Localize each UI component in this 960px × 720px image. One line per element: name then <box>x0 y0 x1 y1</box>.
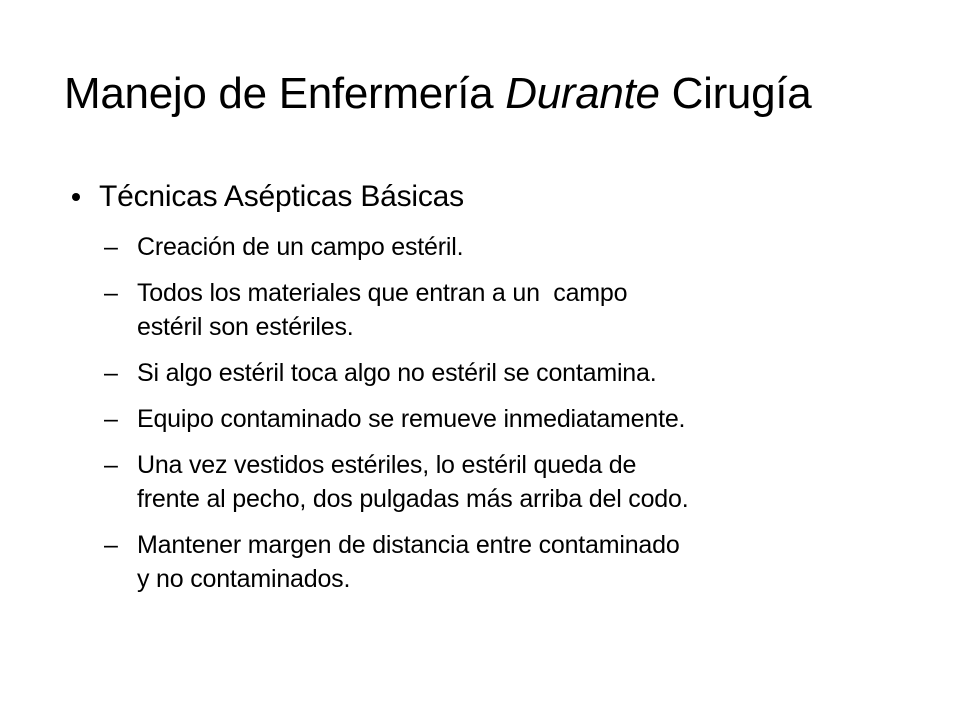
slide-content <box>72 178 912 596</box>
sub-item-text-line1: Creación de un campo estéril. <box>137 233 464 261</box>
sub-item <box>72 448 912 516</box>
sub-item-text-line1: Equipo contaminado se remueve inmediatamente. <box>137 405 686 433</box>
sub-item-text-line1: Si algo estéril toca algo no estéril se contamina. <box>137 359 657 387</box>
title-text-part1: Manejo de Enfermería <box>64 69 506 118</box>
sub-item-text-line1: Una vez vestidos estériles, lo estéril queda de <box>137 451 637 479</box>
sub-item <box>72 528 912 596</box>
dash-marker: – <box>104 405 118 433</box>
sub-item <box>72 402 912 436</box>
sub-item-text-line1: Mantener margen de distancia entre contaminado <box>137 531 680 559</box>
sub-item-text-line2: y no contaminados. <box>137 565 351 593</box>
bullet-text: Técnicas Asépticas Básicas <box>99 180 464 213</box>
dash-marker: – <box>104 279 118 307</box>
sub-item-list <box>72 230 912 596</box>
sub-item-text-line1: Todos los materiales que entran a un campo <box>137 279 628 307</box>
sub-item-text-line2: frente al pecho, dos pulgadas más arriba del codo. <box>137 485 689 513</box>
dash-marker: – <box>104 451 118 479</box>
sub-item <box>72 230 912 264</box>
dash-marker: – <box>104 233 118 261</box>
title-text-part3: Cirugía <box>659 69 812 118</box>
sub-item <box>72 276 912 344</box>
dash-marker: – <box>104 359 118 387</box>
slide-title <box>64 66 904 122</box>
sub-item-text-line2: estéril son estériles. <box>137 313 354 341</box>
title-text-italic: Durante <box>505 69 660 118</box>
dash-marker: – <box>104 531 118 559</box>
bullet-item <box>72 178 912 216</box>
sub-item <box>72 356 912 390</box>
bullet-dot-icon <box>72 193 80 201</box>
